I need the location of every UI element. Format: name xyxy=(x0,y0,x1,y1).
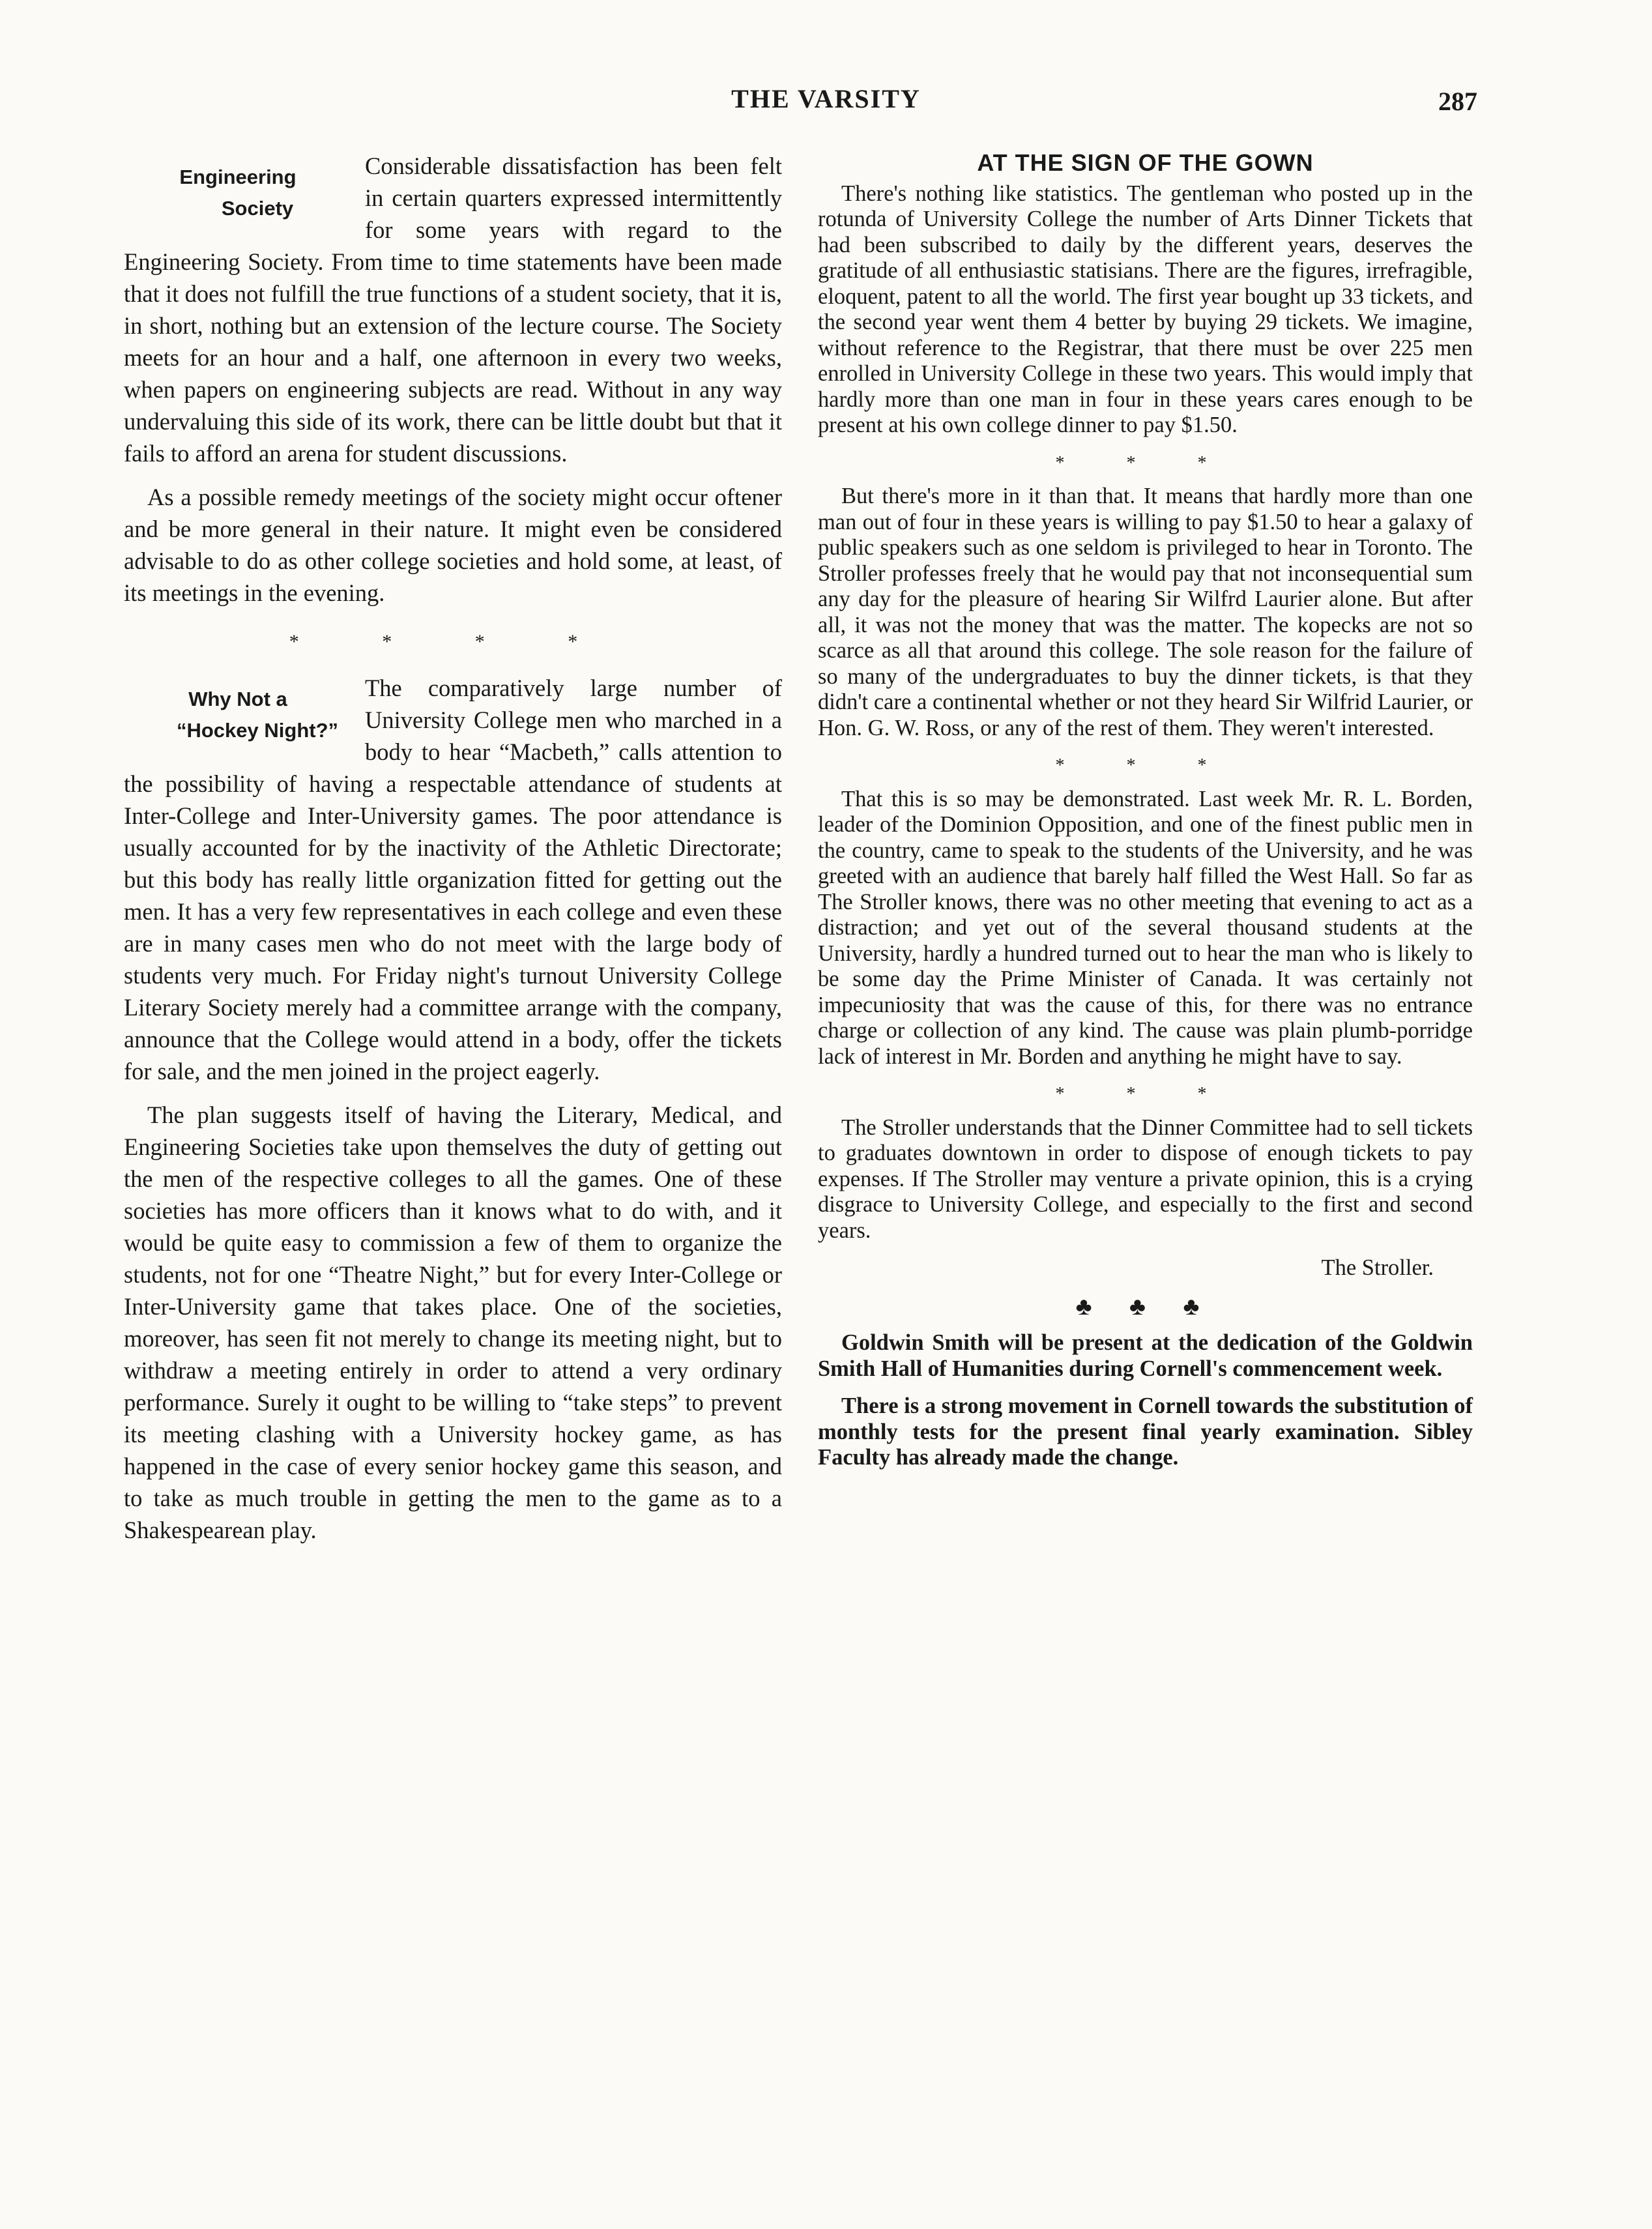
left-column xyxy=(124,150,782,1558)
sidehead-line: “Hockey Night?” xyxy=(176,719,339,742)
news-item: Goldwin Smith will be present at the dedication of the Goldwin Smith Hall of Humanities during Cornell's commencement week. xyxy=(818,1330,1473,1381)
sidehead-line: Why Not a xyxy=(188,688,287,710)
author-signature: The Stroller. xyxy=(1321,1255,1434,1280)
article-paragraph: But there's more in it than that. It means that hardly more than one man out of four in these years is willing to pay $1.50 to hear a galaxy of public speakers such as one seldom is privileged to hear in Toronto. The Stroller professes freely that he would pay that not inconsequential sum any day for the pleasure of hearing Sir Wilfrd Laurier alone. But after all, it was not the money that was the matter. The kopecks are not so scarce as all that around this college. The sole reason for the failure of so many of the undergraduates to buy the dinner tickets, is that they didn't care a continental whether or not they heard Sir Wilfrid Laurier, or Hon. G. W. Ross, or any of the rest of them. They weren't interested. xyxy=(818,484,1473,740)
section-separator: * * * xyxy=(1055,755,1236,776)
engineering-society-article xyxy=(124,150,782,481)
section-separator: * * * * xyxy=(289,631,617,652)
article-paragraph: As a possible remedy meetings of the society might occur oftener and be more general in their nature. It might even be considered advisable to do as other college societies and hold some, at least, of its meetings in the evening. xyxy=(124,484,782,606)
article-paragraph: That this is so may be demonstrated. Last week Mr. R. L. Borden, leader of the Dominion Opposition, and one of the finest public men in the country, came to speak to the students of the University, and he was greeted with an audience that barely half filled the West Hall. So far as The Stroller knows, there was no other meeting that evening to act as a distraction; and yet out of the several thousand students at the University, hardly a hundred turned out to hear the man who is likely to be some day the Prime Minister of Canada. It was certainly not impecuniosity that was the cause of this, for there was no entrance charge or collection of any kind. The cause was plain plumb-porridge lack of interest in Mr. Borden and anything he might have to say. xyxy=(818,786,1473,1069)
engineering-society-sidehead xyxy=(124,162,352,224)
section-separator: * * * xyxy=(1055,452,1236,473)
article-paragraph: There's nothing like statistics. The gentleman who posted up in the rotunda of University College the number of Arts Dinner Tickets that had been subscribed to daily by the different years, deserves the gratitude of all enthusiastic statisians. There are the figures, irrefragible, eloquent, patent to all the world. The first year bought up 33 tickets, and the second year went them 4 better by buying 29 tickets. We imagine, without reference to the Registrar, that there must be over 225 men enrolled in University College in these two years. This would imply that hardly more than one man in four in these years cares enough to be present at his own college dinner to pay $1.50. xyxy=(818,181,1473,437)
page-number: 287 xyxy=(1438,87,1477,116)
article-paragraph: The plan suggests itself of having the Literary, Medical, and Engineering Societies take upon themselves the duty of getting out the men of the respective colleges to all the games. One of these societies has more officers than it knows what to do with, and it would be quite easy to commission a few of them to organize the students, not for one “Theatre Night,” but for every Inter-College or Inter-University game that takes place. One of the societies, moreover, has seen fit not merely to change its meeting night, but to withdraw a meeting entirely in order to attend a very ordinary performance. Surely it ought to be willing to “take steps” to prevent its meeting clashing with a University hockey game, as has happened in the case of every senior hockey game this season, and to take as much trouble in getting the men to the game as to a Shakespearean play. xyxy=(124,1101,782,1543)
article-paragraph: The comparatively large number of University College men who marched in a body to hear “Macbeth,” calls attention to the possibility of having a respectable attendance of students at Inter-College and Inter-University games. The poor attendance is usually accounted for by the inactivity of the Athletic Directorate; but this body has really little organization fitted for getting out the men. It has a very few representatives in each college and even these are in many cases men who do not meet with the large body of students very much. For Friday night's turnout University College Literary Society merely had a committee arrange with the company, announce that the College would attend in a body, offer the tickets for sale, and the men joined in the project eagerly. xyxy=(124,675,782,1085)
running-title: THE VARSITY xyxy=(731,84,921,113)
page-header xyxy=(0,83,1652,136)
news-item: There is a strong movement in Cornell towards the substitution of monthly tests for the present final yearly examination. Sibley Faculty has already made the change. xyxy=(818,1393,1473,1470)
right-column xyxy=(818,150,1473,1483)
club-ornament: ♣ ♣ ♣ xyxy=(1075,1292,1215,1320)
sidehead-line: Society xyxy=(221,197,294,220)
section-separator: * * * xyxy=(1055,1084,1236,1104)
sidehead-line: Engineering xyxy=(179,166,297,188)
hockey-night-sidehead xyxy=(124,684,352,746)
article-paragraph: Considerable dissatisfaction has been felt in certain quarters expressed intermittently for some years with regard to the Engineering Society. From time to time statements have been made that it does not fulfill the true functions of a student society, that it is, in short, nothing but an extension of the lecture course. The Society meets for an hour and a half, one afternoon in every two weeks, when papers on engineering subjects are read. Without in any way undervaluing this side of its work, there can be little doubt but that it fails to afford an arena for student discussions. xyxy=(124,153,782,467)
article-paragraph: The Stroller understands that the Dinner Committee had to sell tickets to graduates downtown in order to dispose of enough tickets to pay expenses. If The Stroller may venture a private opinion, this is a crying disgrace to University College, and especially to the first and second years. xyxy=(818,1114,1473,1243)
hockey-night-article xyxy=(124,672,782,1099)
section-title: AT THE SIGN OF THE GOWN xyxy=(977,149,1314,176)
